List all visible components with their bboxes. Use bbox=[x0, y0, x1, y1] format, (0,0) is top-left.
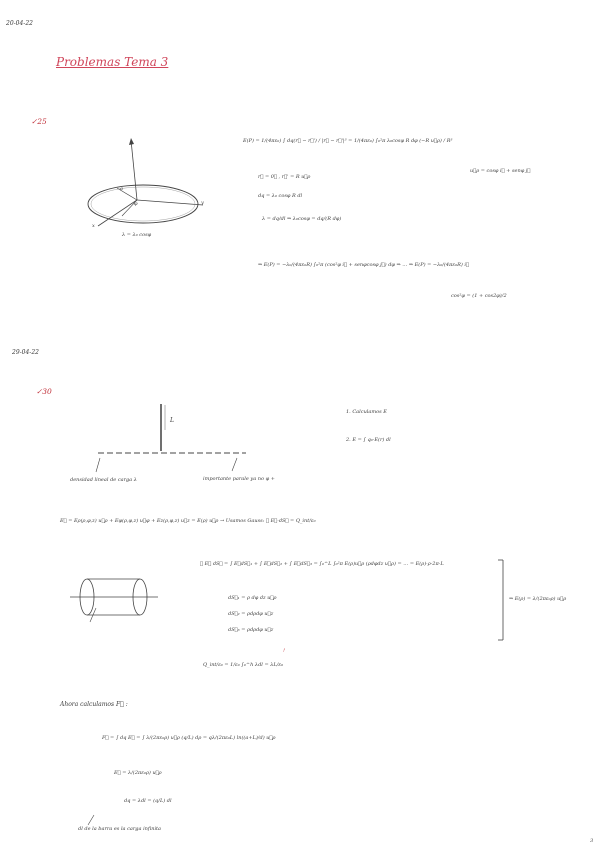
fig30-label-L: L bbox=[170, 417, 174, 424]
p30-result: ⇒ E(ρ) = λ/(2πε₀ρ) u⃗ρ bbox=[509, 596, 567, 602]
p25-eq2: r⃗ = 0⃗ , r⃗' = R u⃗ρ bbox=[258, 174, 311, 180]
p25-eq1: E(P) = 1/(4πε₀) ∫ dq(r⃗ − r⃗') / |r⃗ − r⃗'|³ = 1/(4πε₀) ∫₀²π λ₀cosφ R dφ (−R u⃗ρ) / R³ bbox=[243, 138, 453, 144]
p30-E-again: E⃗ = λ/(2πε₀ρ) u⃗ρ bbox=[114, 770, 162, 776]
date-header: 20-04-22 bbox=[6, 20, 33, 27]
p30-field-eq: E⃗ = Eρ(ρ,φ,z) u⃗ρ + Eφ(ρ,φ,z) u⃗φ + Ez(ρ,φ,z) u⃗z = E(ρ) u⃗ρ → Usamos Gauss: ∮ E⃗·dS⃗ = Q_int/ε₀ bbox=[60, 518, 316, 524]
p25-eq1-note: u⃗ρ = cosφ i⃗ + senφ j⃗ bbox=[470, 168, 531, 174]
p25-eq4: λ = dq/dl ⇒ λ₀cosφ = dq/(R dφ) bbox=[262, 216, 342, 222]
p30-dq-eq: dq = λdl = (q/L) dl bbox=[124, 798, 172, 804]
p30-force-intro: Ahora calculamos F⃗ : bbox=[60, 701, 128, 708]
p30-qint: Q_int/ε₀ = 1/ε₀ ∫₀^h λdl = λL/ε₀ bbox=[203, 662, 284, 668]
p25-eq3: dq = λ₀ cosφ R dl bbox=[258, 193, 303, 199]
fig25-label-a: a bbox=[120, 186, 123, 192]
p30-gauss: ∮ E⃗ dS⃗ = ∫ E⃗dS⃗₁ + ∫ E⃗dS⃗₂ + ∫ E⃗dS⃗₃ = ∫₀^L ∫₀²π E(ρ)u⃗ρ (ρdφdz u⃗ρ) = … = E(ρ)·ρ·2π·L bbox=[200, 561, 444, 567]
p30-note-bottom: dl de la barra es la carga infinita bbox=[78, 826, 162, 832]
fig30-label-left: densidad lineal de carga λ bbox=[70, 477, 137, 483]
p30-force-eq: F⃗ = ∫ dq E⃗ = ∫ λ/(2πε₀ρ) u⃗ρ (q/L) dρ = qλ/(2πε₀L) ln((a+L)/d) u⃗ρ bbox=[102, 735, 276, 741]
p30-step1: 1. Calculamos E bbox=[346, 409, 387, 415]
problem-30-number: ✓30 bbox=[36, 387, 52, 396]
fig25-lambda: λ = λ₀ cosφ bbox=[122, 232, 152, 238]
p25-eq5: ⇒ E(P) = −λ₀/(4πε₀R) ∫₀²π (cos²φ i⃗ + senφcosφ j⃗) dφ ⇒ … ⇒ E(P) = −λ₀/(4πε₀R) i⃗ bbox=[258, 262, 469, 268]
p30-dS3: dS⃗₃ = ρdρdφ u⃗z bbox=[228, 627, 274, 633]
problem-25-number: ✓25 bbox=[31, 117, 47, 126]
page-title: Problemas Tema 3 bbox=[56, 55, 169, 69]
p30-step2: 2. E = ∫ q₀·E(r) dl bbox=[346, 437, 391, 443]
page-number: 3 bbox=[590, 838, 594, 844]
p25-eq5-note: cos²φ = (1 + cos2φ)/2 bbox=[451, 293, 507, 299]
fig25-label-x: x bbox=[92, 223, 95, 229]
exclamation-icon: ! bbox=[283, 648, 286, 654]
fig25-label-y: y bbox=[201, 200, 204, 206]
date-header-2: 29-04-22 bbox=[12, 349, 39, 356]
fig25-label-phi: φ bbox=[134, 201, 138, 207]
fig30-label-right: importante parale ya no φ + bbox=[203, 476, 275, 482]
p30-dS2: dS⃗₂ = ρdρdφ u⃗z bbox=[228, 611, 274, 617]
p30-dS1: dS⃗₁ = ρ dφ dz u⃗ρ bbox=[228, 595, 277, 601]
